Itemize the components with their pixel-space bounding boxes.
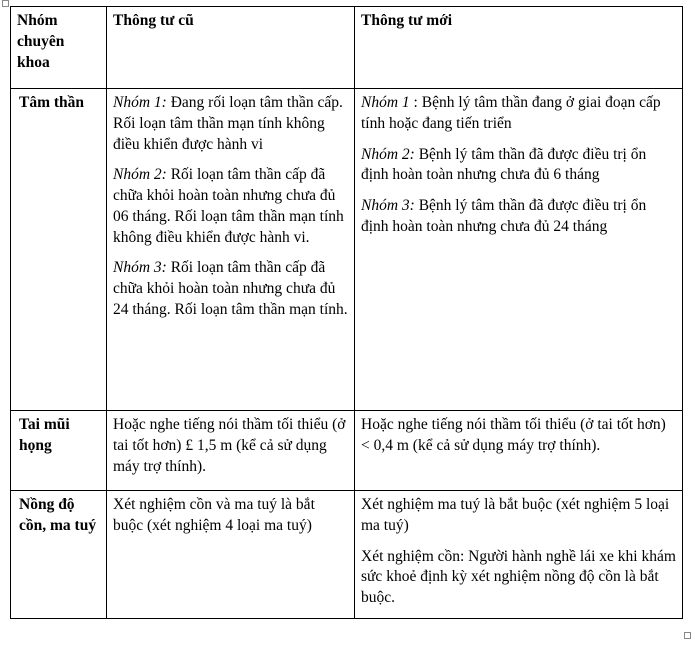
cell-new-ent xyxy=(355,411,683,491)
old-ent-text: Hoặc nghe tiếng nói thầm tối thiểu (ở tai tốt hơn) £ 1,5 m (kể cả sử dụng máy trợ thính). xyxy=(113,416,346,475)
cell-new-mental-health xyxy=(355,89,683,411)
old-alcohol-drugs-text: Xét nghiệm cồn và ma tuý là bắt buộc (xét nghiệm 4 loại ma tuý) xyxy=(113,496,315,534)
corner-marker-top-left xyxy=(2,0,9,7)
cell-new-alcohol-drugs xyxy=(355,491,683,619)
new-mental-group-1-label: Nhóm 1 xyxy=(361,94,410,111)
header-group: Nhóm chuyên khoa xyxy=(11,7,107,89)
new-mental-group-1 xyxy=(361,93,676,135)
old-mental-group-3 xyxy=(113,258,348,320)
table-row-alcohol-drugs xyxy=(11,491,683,619)
new-ent-text: Hoặc nghe tiếng nói thầm tối thiểu (ở tai tốt hơn) < 0,4 m (kể cả sử dụng máy trợ thính). xyxy=(361,416,666,454)
old-mental-group-2-label: Nhóm 2: xyxy=(113,166,167,184)
corner-marker-bottom-right xyxy=(684,632,691,639)
table-header-row xyxy=(11,7,683,89)
new-mental-group-3-label: Nhóm 3: xyxy=(361,197,415,215)
cell-old-alcohol-drugs xyxy=(107,491,355,619)
old-mental-group-2 xyxy=(113,165,348,248)
new-mental-group-2-label: Nhóm 2: xyxy=(361,145,415,163)
row-group-alcohol-drugs: Nồng độ cồn, ma tuý xyxy=(11,491,107,619)
old-mental-group-3-label: Nhóm 3: xyxy=(113,259,167,277)
row-group-ent: Tai mũi họng xyxy=(11,411,107,491)
new-alcohol-test-text: Xét nghiệm cồn: Người hành nghề lái xe khi khám sức khoẻ định kỳ xét nghiệm nồng độ cồn là bắt buộc. xyxy=(361,547,676,607)
cell-old-ent xyxy=(107,411,355,491)
header-new-circular: Thông tư mới xyxy=(355,7,683,89)
old-mental-group-1-label: Nhóm 1: xyxy=(113,94,167,111)
table-row-mental-health xyxy=(11,89,683,411)
old-mental-group-1 xyxy=(113,93,348,155)
new-mental-group-2 xyxy=(361,145,676,187)
old-mental-group-1-text: Đang rối loạn tâm thần cấp. Rối loạn tâm thần mạn tính không điều khiển được hành vi xyxy=(113,94,343,153)
new-mental-group-1-text: : Bệnh lý tâm thần đang ở giai đoạn cấp tính hoặc đang tiến triển xyxy=(361,94,661,132)
new-mental-group-2-text: Bệnh lý tâm thần đã được điều trị ổn định hoàn toàn nhưng chưa đủ 6 tháng xyxy=(361,145,647,184)
new-mental-group-3 xyxy=(361,196,676,238)
old-mental-group-3-text: Rối loạn tâm thần cấp đã chữa khỏi hoàn toàn nhưng chưa đủ 24 tháng. Rối loạn tâm thần mạn tính. xyxy=(113,259,348,318)
header-old-circular: Thông tư cũ xyxy=(107,7,355,89)
row-group-mental-health: Tâm thần xyxy=(11,89,107,411)
old-mental-group-2-text: Rối loạn tâm thần cấp đã chữa khỏi hoàn toàn nhưng chưa đủ 06 tháng. Rối loạn tâm thần mạn tính không điều khiển được hành vi. xyxy=(113,166,344,246)
new-drug-test-text: Xét nghiệm ma tuý là bắt buộc (xét nghiệm 5 loại ma tuý) xyxy=(361,496,670,534)
cell-old-mental-health xyxy=(107,89,355,411)
comparison-table xyxy=(10,6,683,619)
table-row-ent xyxy=(11,411,683,491)
new-mental-group-3-text: Bệnh lý tâm thần đã được điều trị ổn định hoàn toàn nhưng chưa đủ 24 tháng xyxy=(361,197,647,235)
